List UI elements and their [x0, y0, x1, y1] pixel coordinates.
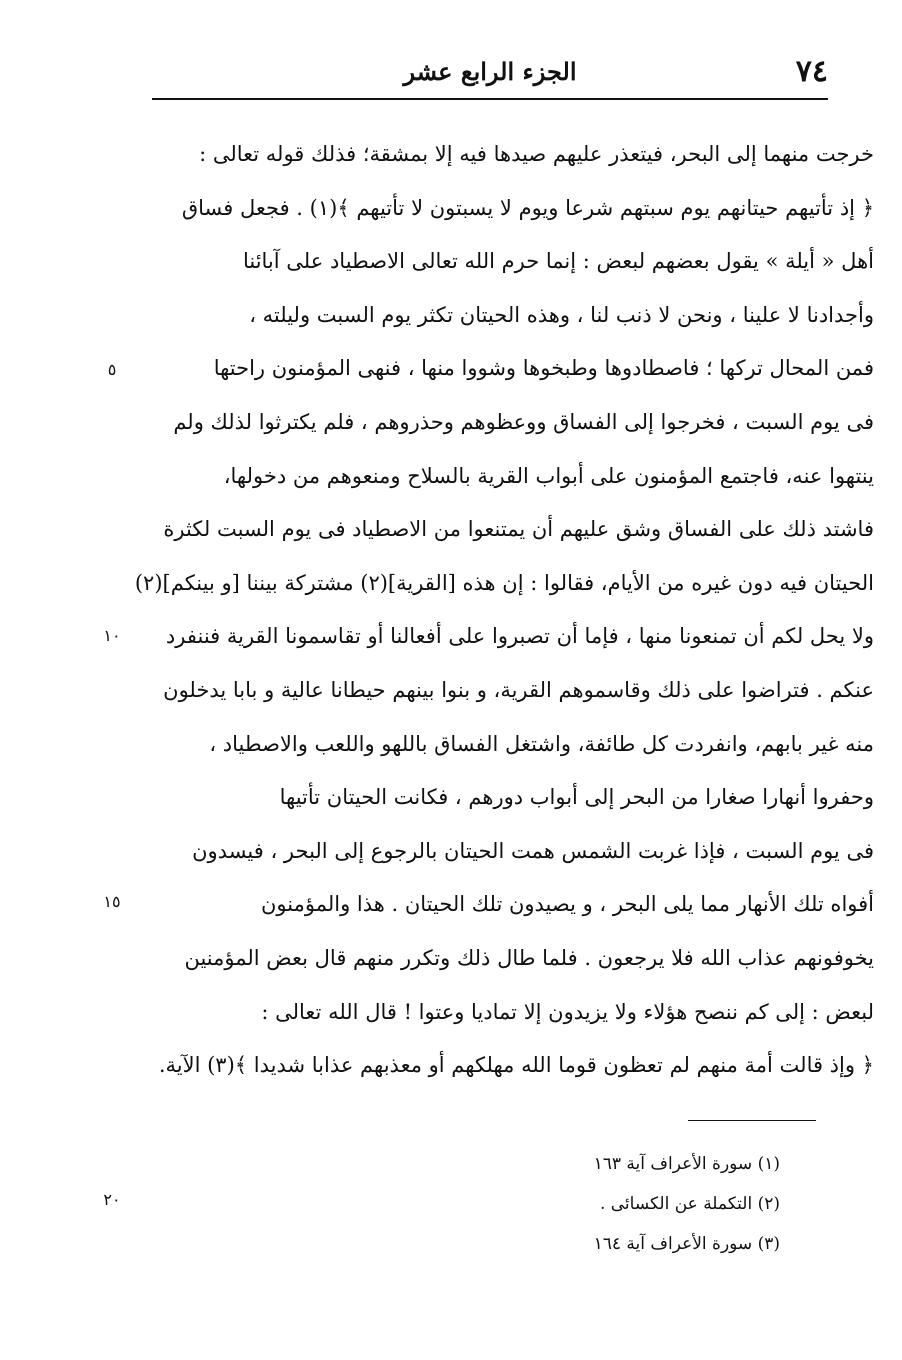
- page-number: ٧٤: [795, 54, 828, 89]
- body-line: خرجت منهما إلى البحر، فيتعذر عليهم صيدها فيه إلا بمشقة؛ فذلك قوله تعالى :: [199, 142, 874, 166]
- line-number: ١٥: [103, 892, 121, 911]
- footnote-divider: [688, 1120, 816, 1121]
- body-line: فاشتد ذلك على الفساق وشق عليهم أن يمتنعوا من الاصطياد فى يوم السبت لكثرة: [163, 517, 874, 542]
- body-text: [134, 128, 874, 1093]
- body-line: لبعض : إلى كم ننصح هؤلاء ولا يزيدون إلا تماديا وعتوا ! قال الله تعالى :: [261, 999, 874, 1024]
- body-line: الحيتان فيه دون غيره من الأيام، فقالوا : إن هذه [القرية](٢) مشتركة بيننا [و بينكم](٢): [134, 570, 874, 595]
- body-line: ﴿ إذ تأتيهم حيتانهم يوم سبتهم شرعا ويوم لا يسبتون لا تأتيهم ﴾(١) . فجعل فساق: [181, 195, 874, 220]
- body-line: منه غير بابهم، وانفردت كل طائفة، واشتغل الفساق باللهو واللعب والاصطياد ،: [209, 731, 874, 756]
- header-divider: [152, 98, 828, 100]
- line-number: ٥: [107, 360, 117, 379]
- body-line: ينتهوا عنه، فاجتمع المؤمنون على أبواب القرية بالسلاح ومنعوهم من دخولها،: [223, 463, 874, 488]
- body-line: أهل « أيلة » يقول بعضهم لبعض : إنما حرم الله تعالى الاصطياد على آبائنا: [242, 249, 874, 274]
- body-line: وحفروا أنهارا صغارا من البحر إلى أبواب دورهم ، فكانت الحيتان تأتيها: [279, 785, 874, 810]
- footnote: (٣) سورة الأعراف آية ١٦٤: [593, 1234, 780, 1254]
- page-header: [152, 52, 828, 96]
- line-number: ١٠: [103, 626, 121, 645]
- line-number-margin: [88, 128, 136, 1228]
- body-line: ولا يحل لكم أن تمنعونا منها ، فإما أن تصبروا على أفعالنا أو تقاسمونا القرية فننفرد: [165, 624, 874, 649]
- body-line: أفواه تلك الأنهار مما يلى البحر ، و يصيدون تلك الحيتان . هذا والمؤمنون: [260, 892, 874, 917]
- footnote: (٢) التكملة عن الكسائى .: [599, 1194, 780, 1214]
- line-number: ٢٠: [103, 1190, 121, 1209]
- footnotes: [420, 1144, 780, 1264]
- body-line: يخوفونهم عذاب الله فلا يرجعون . فلما طال ذلك وتكرر منهم قال بعض المؤمنين: [184, 945, 874, 970]
- body-line: فى يوم السبت ، فإذا غربت الشمس همت الحيتان بالرجوع إلى البحر ، فيسدون: [192, 838, 874, 863]
- body-line: ﴿ وإذ قالت أمة منهم لم تعظون قوما الله مهلكهم أو معذبهم عذابا شديدا ﴾(٣) الآية.: [158, 1053, 874, 1078]
- body-line: فمن المحال تركها ؛ فاصطادوها وطبخوها وشووا منها ، فنهى المؤمنون راحتها: [213, 356, 874, 381]
- footnote: (١) سورة الأعراف آية ١٦٣: [593, 1154, 780, 1174]
- body-line: وأجدادنا لا علينا ، ونحن لا ذنب لنا ، وهذه الحيتان تكثر يوم السبت وليلته ،: [249, 302, 874, 327]
- running-title: الجزء الرابع عشر: [403, 57, 577, 86]
- body-line: فى يوم السبت ، فخرجوا إلى الفساق ووعظوهم وحذروهم ، فلم يكترثوا لذلك ولم: [173, 409, 874, 434]
- body-line: عنكم . فتراضوا على ذلك وقاسموهم القرية، و بنوا بينهم حيطانا عالية و بابا يدخلون: [163, 677, 874, 702]
